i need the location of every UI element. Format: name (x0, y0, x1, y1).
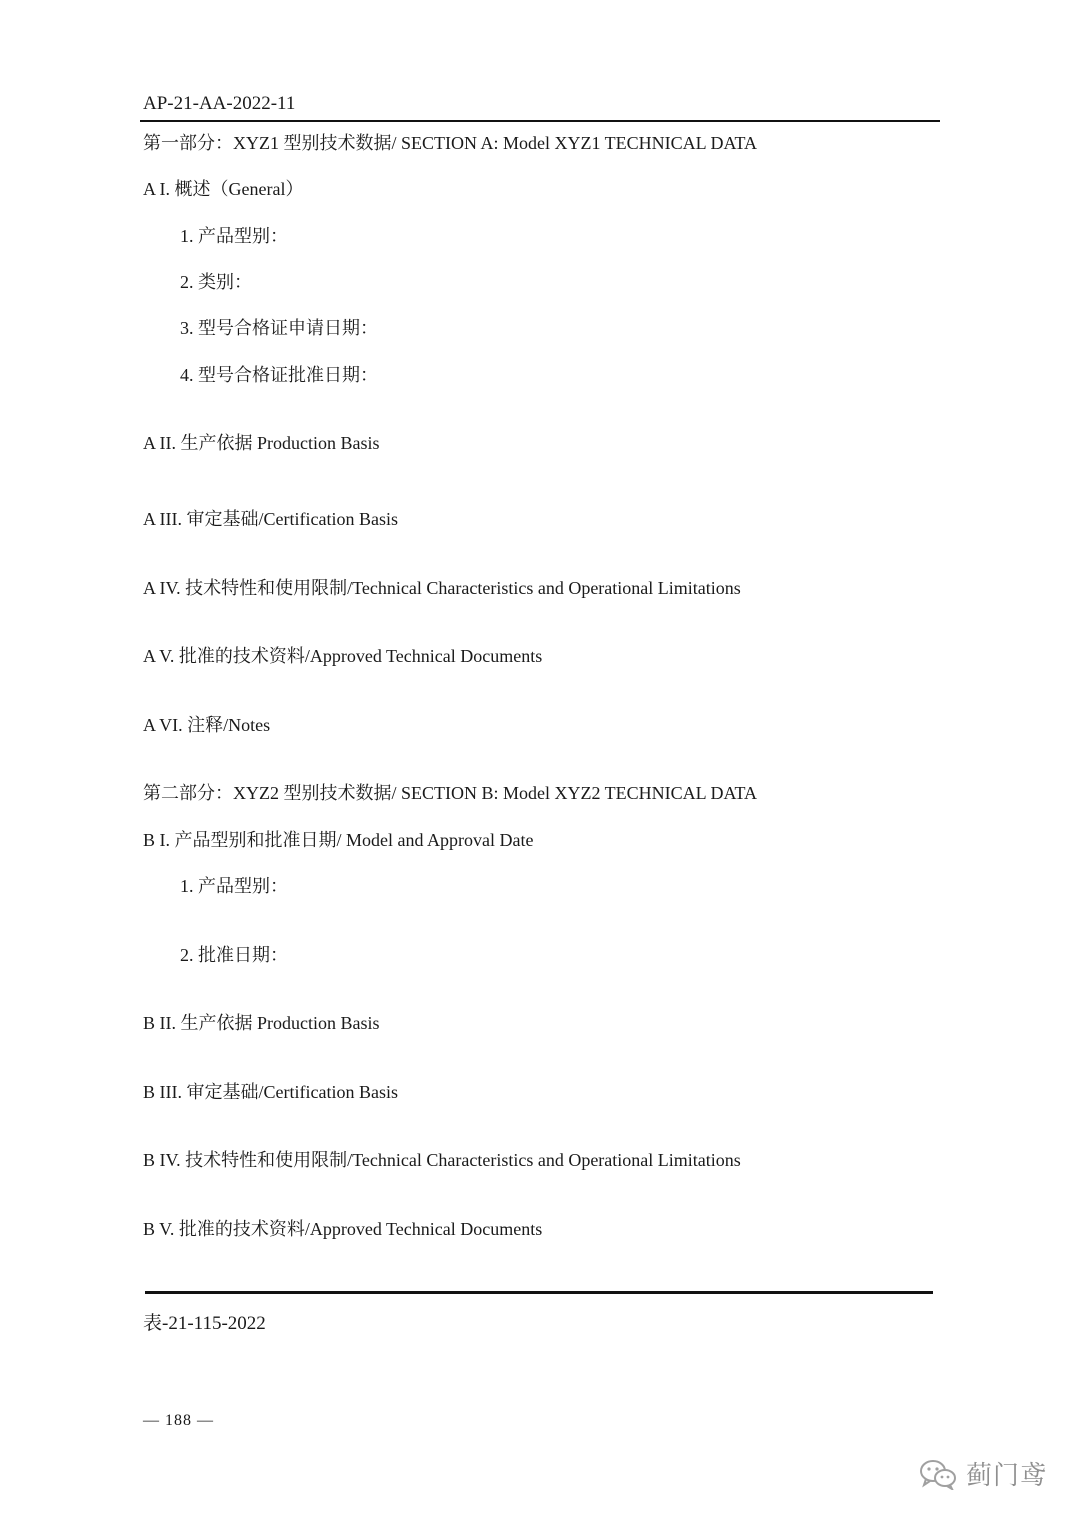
form-code: 表-21-115-2022 (143, 1313, 266, 1334)
watermark (918, 1455, 1047, 1492)
section-b3-heading: B III. 审定基础/Certification Basis (143, 1082, 398, 1102)
section-a1-item: 3. 型号合格证申请日期： (180, 318, 378, 338)
section-b2-heading: B II. 生产依据 Production Basis (143, 1013, 380, 1033)
section-b1-item: 1. 产品型别： (180, 876, 288, 896)
section-a2-heading: A II. 生产依据 Production Basis (143, 433, 380, 453)
section-b5-heading: B V. 批准的技术资料/Approved Technical Documents (143, 1219, 543, 1239)
section-a1-heading: A I. 概述（General） (143, 179, 304, 199)
section-a3-heading: A III. 审定基础/Certification Basis (143, 509, 398, 529)
page-number: — 188 — (143, 1412, 214, 1429)
section-a-title: 第一部分：XYZ1 型别技术数据/ SECTION A: Model XYZ1 TECHNICAL DATA (143, 133, 758, 153)
header-rule (140, 120, 940, 122)
section-a1-item: 4. 型号合格证批准日期： (180, 365, 378, 385)
watermark-text: 蓟门鸢 (966, 1461, 1048, 1491)
wechat-icon (918, 1458, 958, 1490)
section-a6-heading: A VI. 注释/Notes (143, 715, 271, 735)
section-b4-heading: B IV. 技术特性和使用限制/Technical Characteristics and Operational Limitations (143, 1150, 741, 1170)
section-b1-item: 2. 批准日期： (180, 945, 288, 965)
section-a1-item: 2. 类别： (180, 272, 252, 292)
section-a5-heading: A V. 批准的技术资料/Approved Technical Documents (143, 646, 543, 666)
document-code: AP-21-AA-2022-11 (143, 93, 296, 114)
section-a1-item: 1. 产品型别： (180, 226, 288, 246)
footer-rule (145, 1291, 933, 1294)
section-a4-heading: A IV. 技术特性和使用限制/Technical Characteristics and Operational Limitations (143, 578, 741, 598)
section-b1-heading: B I. 产品型别和批准日期/ Model and Approval Date (143, 830, 534, 850)
section-b-title: 第二部分：XYZ2 型别技术数据/ SECTION B: Model XYZ2 TECHNICAL DATA (143, 783, 758, 803)
